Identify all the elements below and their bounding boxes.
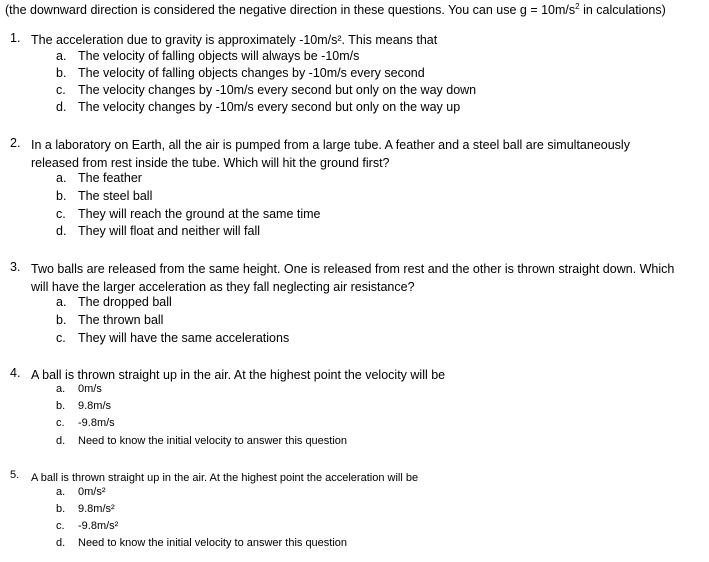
- option-letter: b.: [56, 400, 66, 412]
- option-d: [56, 435, 347, 447]
- option-text: The dropped ball: [78, 295, 172, 309]
- question-number: 1.: [10, 31, 21, 45]
- option-letter: b.: [56, 313, 67, 327]
- option-a: [56, 171, 142, 185]
- option-text: Need to know the initial velocity to answer this question: [78, 435, 348, 447]
- intro-superscript: 2: [575, 1, 580, 11]
- option-c: [56, 207, 320, 221]
- option-c: [56, 331, 289, 345]
- option-letter: d.: [56, 100, 67, 114]
- option-text: The steel ball: [78, 189, 153, 203]
- option-text: 9.8m/s²: [78, 503, 115, 515]
- option-b: [56, 400, 111, 412]
- option-letter: b.: [56, 66, 67, 80]
- option-text: 9.8m/s: [78, 400, 112, 412]
- option-letter: b.: [56, 503, 66, 515]
- option-letter: a.: [56, 486, 66, 498]
- option-c: [56, 83, 476, 97]
- option-letter: d.: [56, 537, 66, 549]
- option-letter: d.: [56, 435, 66, 447]
- option-letter: d.: [56, 224, 67, 238]
- intro-note: [5, 3, 666, 17]
- option-text: The thrown ball: [78, 313, 164, 327]
- option-a: [56, 383, 102, 395]
- question-number: 2.: [10, 136, 21, 150]
- option-text: The velocity changes by -10m/s every second but only on the way up: [78, 100, 461, 114]
- question-number: 5.: [10, 469, 20, 481]
- option-text: -9.8m/s: [78, 417, 115, 429]
- option-letter: c.: [56, 207, 66, 221]
- option-d: [56, 224, 260, 238]
- option-b: [56, 189, 152, 203]
- intro-text: (the downward direction is considered the negative direction in these questions. You can use g = 10m/s: [5, 3, 576, 17]
- option-text: The feather: [78, 171, 142, 185]
- option-text: They will float and neither will fall: [78, 224, 261, 238]
- option-d: [56, 100, 460, 114]
- option-b: [56, 503, 115, 515]
- option-text: 0m/s²: [78, 486, 106, 498]
- option-text: The velocity of falling objects changes by -10m/s every second: [78, 66, 425, 80]
- intro-text-end: in calculations): [579, 3, 666, 17]
- option-a: [56, 295, 172, 309]
- option-letter: b.: [56, 189, 67, 203]
- option-letter: c.: [56, 83, 66, 97]
- question-stem: Two balls are released from the same height. One is released from rest and the other is thrown straight down. Which will have the larger acceleration as they fall neglecting air resistance?: [31, 262, 675, 294]
- question-stem: A ball is thrown straight up in the air. At the highest point the acceleration will be: [31, 472, 419, 484]
- option-text: They will reach the ground at the same time: [78, 207, 321, 221]
- question-number: 4.: [10, 366, 21, 380]
- option-text: -9.8m/s²: [78, 520, 119, 532]
- option-letter: a.: [56, 49, 67, 63]
- option-letter: c.: [56, 417, 65, 429]
- option-a: [56, 486, 106, 498]
- option-letter: c.: [56, 520, 65, 532]
- option-letter: a.: [56, 171, 67, 185]
- option-letter: c.: [56, 331, 66, 345]
- question-stem: In a laboratory on Earth, all the air is pumped from a large tube. A feather and a steel ball are simultaneously released from rest inside the tube. Which will hit the ground first?: [31, 138, 630, 170]
- question-stem: A ball is thrown straight up in the air. At the highest point the velocity will be: [31, 368, 446, 382]
- option-text: Need to know the initial velocity to answer this question: [78, 537, 348, 549]
- option-b: [56, 66, 425, 80]
- option-b: [56, 313, 163, 327]
- option-text: They will have the same accelerations: [78, 331, 290, 345]
- question-number: 3.: [10, 260, 21, 274]
- option-c: [56, 417, 115, 429]
- question-stem: The acceleration due to gravity is approximately -10m/s². This means that: [31, 33, 438, 47]
- option-text: 0m/s: [78, 383, 102, 395]
- option-text: The velocity changes by -10m/s every second but only on the way down: [78, 83, 477, 97]
- option-letter: a.: [56, 383, 66, 395]
- option-d: [56, 537, 347, 549]
- option-c: [56, 520, 118, 532]
- option-text: The velocity of falling objects will always be -10m/s: [78, 49, 360, 63]
- option-a: [56, 49, 359, 63]
- option-letter: a.: [56, 295, 67, 309]
